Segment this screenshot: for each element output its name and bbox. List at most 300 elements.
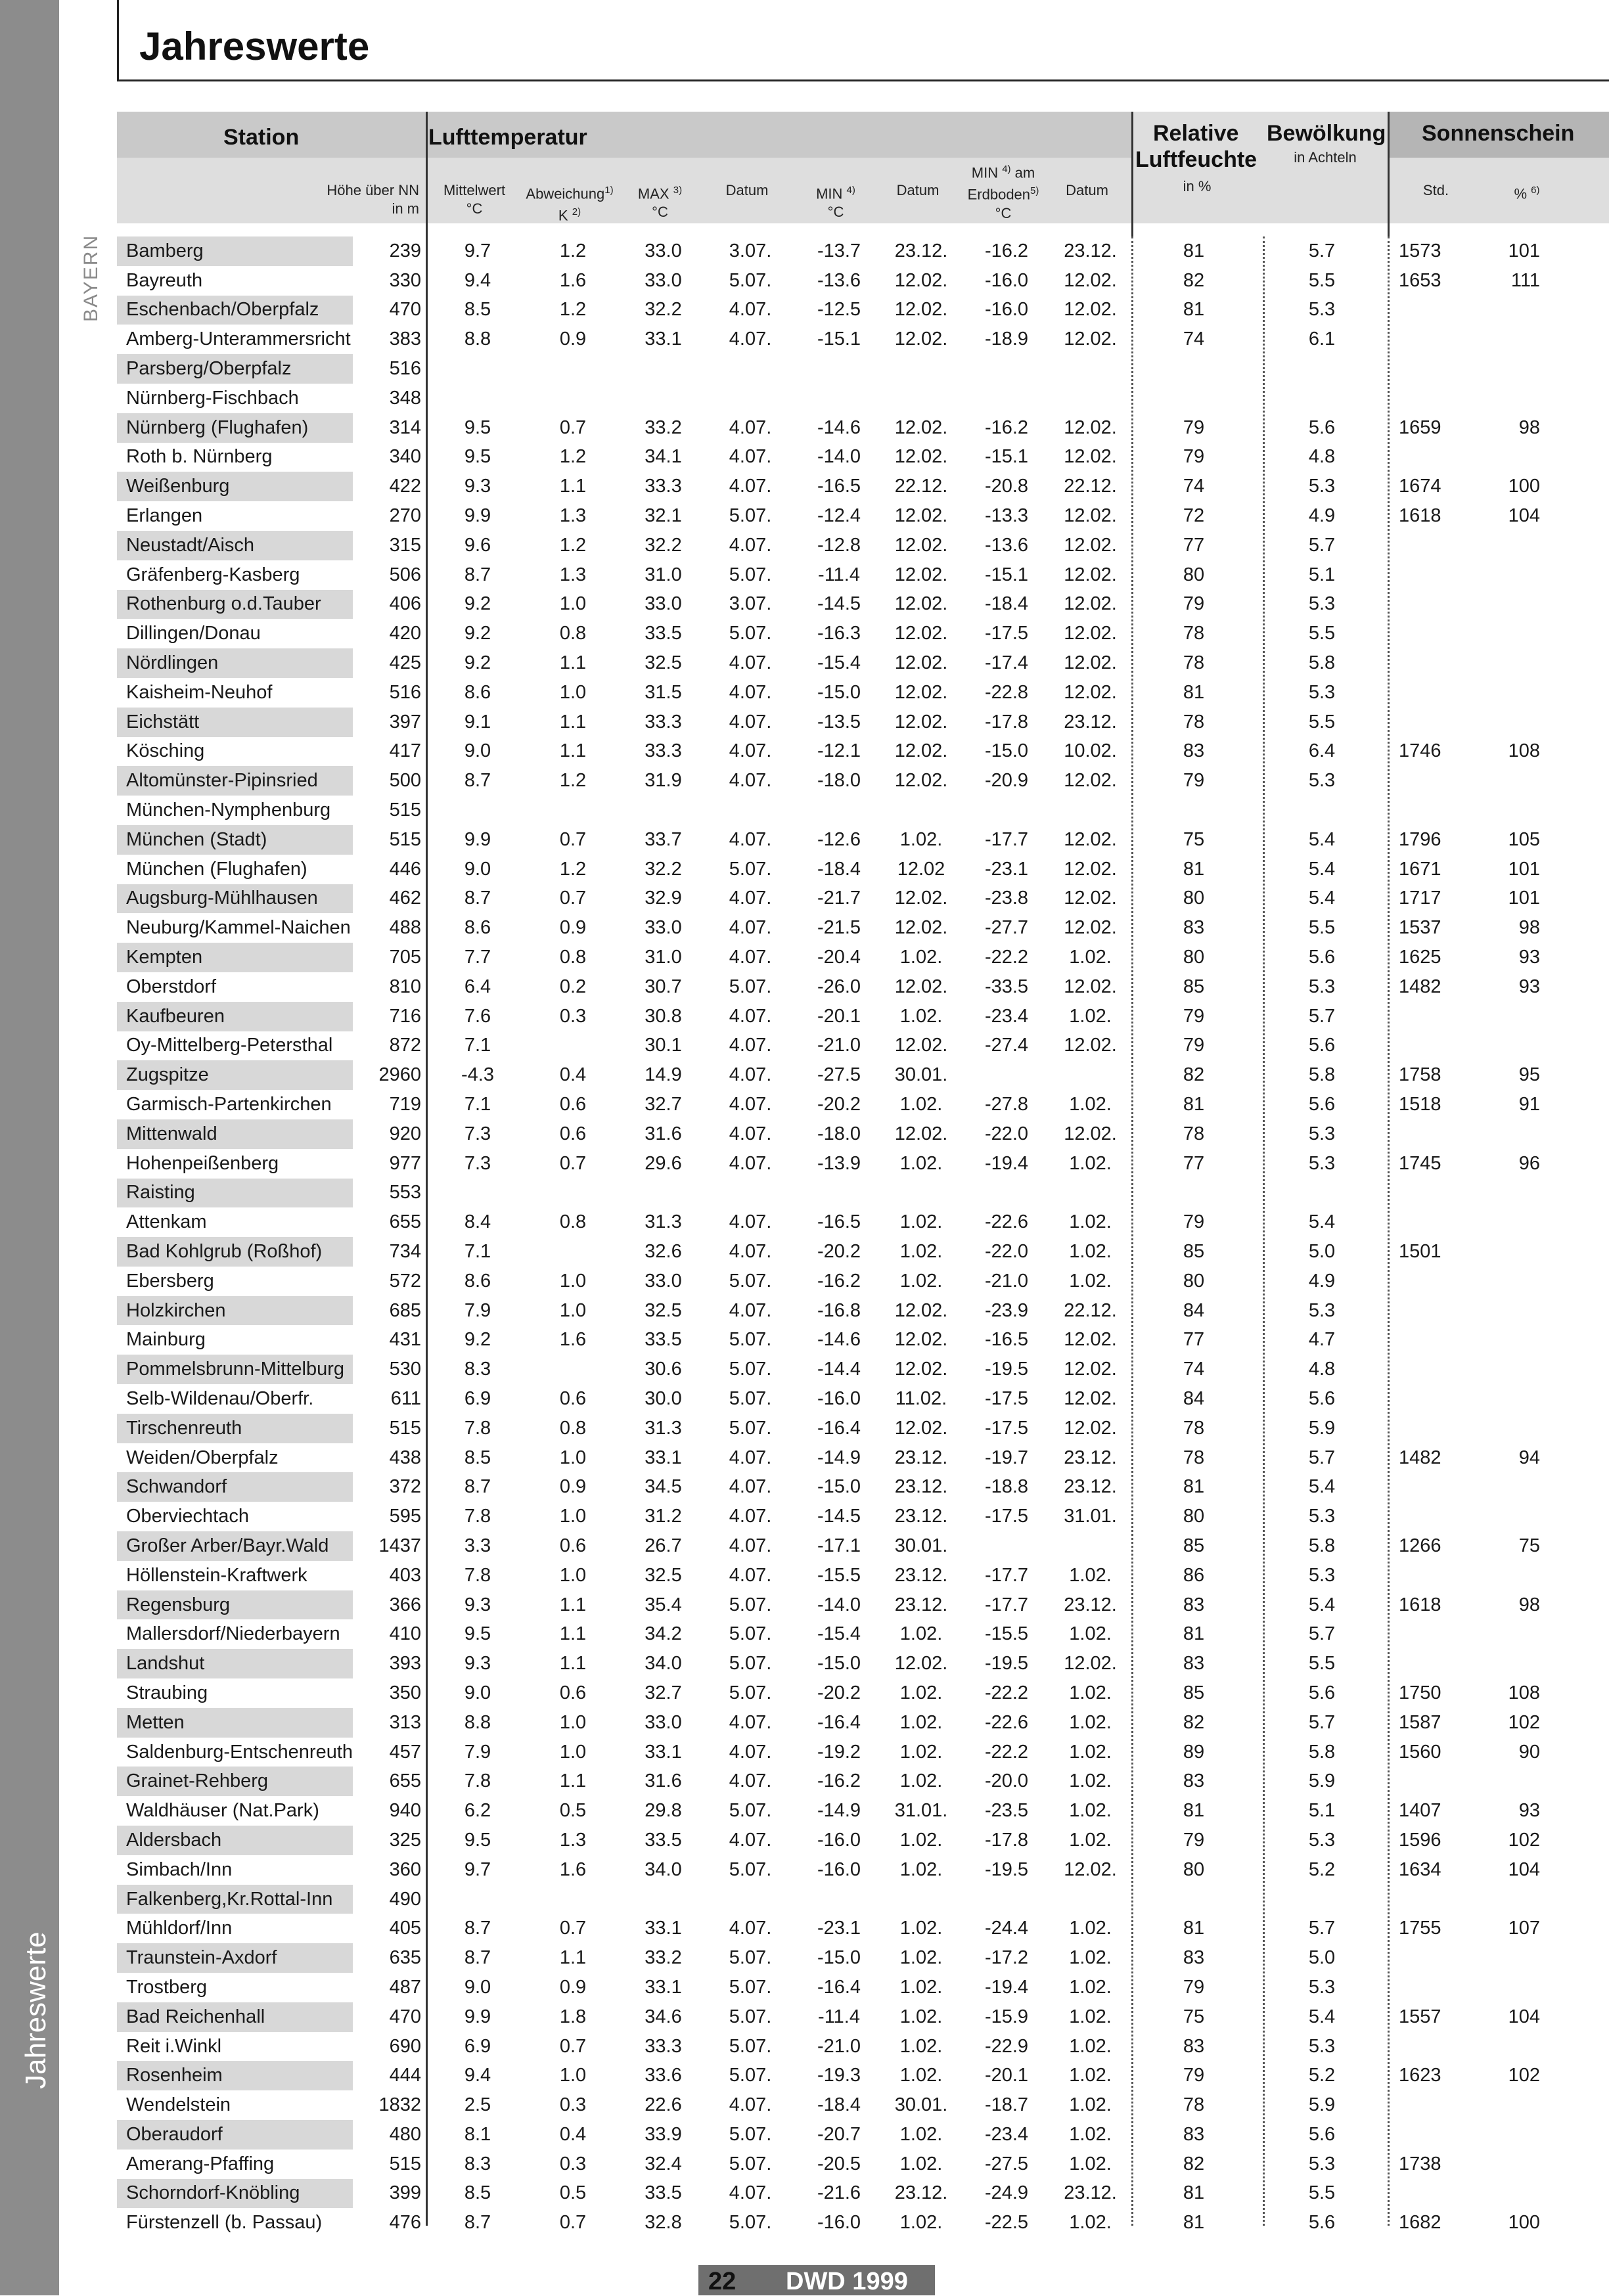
height: 685 xyxy=(389,1299,422,1321)
cloud-cover: 5.3 xyxy=(1308,1976,1336,1998)
max-temp: 31.6 xyxy=(645,1123,682,1144)
station-name: Garmisch-Partenkirchen xyxy=(126,1094,332,1115)
min-date: 12.02. xyxy=(894,917,948,939)
min-date: 12.02 xyxy=(897,858,945,880)
height: 655 xyxy=(389,1770,422,1792)
humidity: 83 xyxy=(1183,740,1205,762)
ground-min-date: 22.12. xyxy=(1064,1299,1117,1321)
cloud-cover: 5.6 xyxy=(1308,2212,1336,2234)
deviation: 1.0 xyxy=(559,1270,587,1292)
min-date: 12.02. xyxy=(894,328,948,350)
cloud-cover: 5.3 xyxy=(1308,770,1336,792)
sun-hours xyxy=(1384,2179,1481,2209)
sun-hours xyxy=(1384,1472,1481,1502)
sun-percent xyxy=(1481,1119,1566,1149)
max-temp: 32.9 xyxy=(645,888,682,909)
ground-min: -20.8 xyxy=(984,476,1029,497)
data-table xyxy=(117,236,1566,2238)
humidity: 78 xyxy=(1183,652,1205,674)
station-name: Nürnberg (Flughafen) xyxy=(117,413,353,443)
header-max-line2: °C xyxy=(652,204,668,221)
min-temp: -14.9 xyxy=(817,1447,861,1468)
sun-percent: 102 xyxy=(1508,1829,1541,1851)
ground-min-date: 12.02. xyxy=(1064,1858,1117,1880)
header-mean-label xyxy=(428,181,520,218)
footnote-4: 4) xyxy=(846,185,855,196)
max-temp: 31.0 xyxy=(645,564,682,585)
mean-temp: 8.8 xyxy=(464,1711,491,1733)
humidity: 78 xyxy=(1183,623,1205,644)
mean-temp: 9.1 xyxy=(464,711,491,732)
ground-min: -15.5 xyxy=(984,1623,1029,1645)
station-name: Amerang-Pfaffing xyxy=(126,2153,275,2174)
sun-percent: 101 xyxy=(1508,888,1541,909)
sun-percent xyxy=(1481,384,1566,413)
humidity: 79 xyxy=(1183,770,1205,792)
sun-hours xyxy=(1384,1943,1481,1973)
height: 611 xyxy=(390,1387,422,1409)
height: 470 xyxy=(389,2006,422,2027)
table-row xyxy=(117,1619,1566,1649)
table-row xyxy=(117,1561,1566,1590)
table-row xyxy=(117,1384,1566,1414)
height: 872 xyxy=(389,1035,422,1056)
height: 635 xyxy=(389,1947,422,1969)
ground-min: -27.8 xyxy=(984,1094,1029,1115)
ground-min-date: 12.02. xyxy=(1064,1123,1117,1144)
station-name: Rosenheim xyxy=(117,2061,353,2090)
sun-hours xyxy=(1384,1885,1481,1914)
min-temp: -20.2 xyxy=(817,1240,861,1262)
header-relative: Relative xyxy=(1153,121,1239,146)
table-row xyxy=(117,2061,1566,2090)
humidity: 79 xyxy=(1183,1035,1205,1056)
min-date: 1.02. xyxy=(899,1770,943,1792)
min-temp xyxy=(796,1885,882,1914)
height: 977 xyxy=(389,1152,422,1174)
ground-min-date: 1.02. xyxy=(1069,1947,1112,1969)
max-date: 5.07. xyxy=(729,1387,772,1409)
min-date: 1.02. xyxy=(899,1682,943,1703)
height: 383 xyxy=(389,328,422,350)
header-station: Station xyxy=(223,125,300,150)
sun-percent xyxy=(1481,708,1566,737)
station-name: Bad Kohlgrub (Roßhof) xyxy=(117,1237,353,1267)
mean-temp: 8.7 xyxy=(464,770,491,792)
max-date: 4.07. xyxy=(729,681,772,703)
sun-hours: 1623 xyxy=(1399,2065,1441,2086)
station-name: Grainet-Rehberg xyxy=(117,1767,353,1796)
sun-percent xyxy=(1481,2150,1566,2179)
deviation: 0.7 xyxy=(559,416,587,438)
mean-temp: 9.0 xyxy=(464,858,491,880)
height: 470 xyxy=(389,299,422,321)
humidity: 79 xyxy=(1183,1005,1205,1027)
max-date: 5.07. xyxy=(729,1947,772,1969)
min-date: 12.02. xyxy=(894,1299,948,1321)
mean-temp: 9.0 xyxy=(464,1682,491,1703)
ground-min-date: 1.02. xyxy=(1069,1682,1112,1703)
station-name: Schorndorf-Knöbling xyxy=(117,2179,353,2209)
ground-min: -17.7 xyxy=(984,1564,1029,1586)
mean-temp: 8.3 xyxy=(464,1359,491,1380)
cloud-cover: 5.3 xyxy=(1308,976,1336,997)
header-ground-min-label xyxy=(957,160,1049,223)
min-date: 1.02. xyxy=(899,1240,943,1262)
height: 360 xyxy=(389,1858,422,1880)
sun-hours: 1625 xyxy=(1399,947,1441,968)
min-temp: -16.0 xyxy=(817,1387,861,1409)
table-row xyxy=(117,884,1566,914)
station-name: Höllenstein-Kraftwerk xyxy=(126,1564,307,1586)
min-date: 11.02. xyxy=(895,1387,947,1409)
deviation: 0.7 xyxy=(559,1152,587,1174)
max-temp: 32.2 xyxy=(645,299,682,321)
station-name: Mainburg xyxy=(126,1329,206,1351)
deviation: 0.8 xyxy=(559,1417,587,1439)
height: 490 xyxy=(389,1888,422,1910)
cloud-cover: 5.6 xyxy=(1308,416,1336,438)
max-temp: 14.9 xyxy=(645,1064,682,1086)
min-temp xyxy=(796,384,882,413)
deviation xyxy=(524,796,622,825)
sun-hours xyxy=(1384,1355,1481,1384)
deviation: 0.6 xyxy=(559,1682,587,1703)
table-row xyxy=(117,2208,1566,2238)
min-date xyxy=(882,796,961,825)
min-temp: -13.9 xyxy=(817,1152,861,1174)
min-date: 1.02. xyxy=(899,1858,943,1880)
sun-hours xyxy=(1384,766,1481,796)
deviation: 0.9 xyxy=(559,1976,587,1998)
max-temp xyxy=(622,354,704,384)
max-date: 4.07. xyxy=(729,446,772,468)
ground-min-date: 1.02. xyxy=(1069,2212,1112,2234)
cloud-cover: 5.4 xyxy=(1308,1476,1336,1498)
station-name: Dillingen/Donau xyxy=(126,623,261,644)
min-temp: -15.1 xyxy=(817,328,861,350)
deviation: 0.7 xyxy=(559,2212,587,2234)
station-name: Tirschenreuth xyxy=(117,1414,353,1443)
sun-hours xyxy=(1384,1502,1481,1531)
cloud-cover: 5.3 xyxy=(1308,681,1336,703)
sun-hours: 1501 xyxy=(1399,1240,1441,1262)
max-temp: 31.9 xyxy=(645,770,682,792)
sun-percent xyxy=(1481,531,1566,560)
ground-min: -18.7 xyxy=(984,2094,1029,2116)
table-row xyxy=(117,2150,1566,2179)
mean-temp: 7.3 xyxy=(464,1152,491,1174)
cloud-cover: 5.3 xyxy=(1308,2153,1336,2174)
height: 734 xyxy=(389,1240,422,1262)
ground-min-date: 12.02. xyxy=(1064,1653,1117,1675)
min-temp: -20.5 xyxy=(817,2153,861,2174)
humidity: 83 xyxy=(1183,917,1205,939)
table-row xyxy=(117,590,1566,619)
table-row xyxy=(117,855,1566,884)
max-date: 4.07. xyxy=(729,328,772,350)
max-date: 4.07. xyxy=(729,2182,772,2204)
header-ground-min-line3: °C xyxy=(995,204,1012,221)
min-temp: -21.0 xyxy=(817,1035,861,1056)
ground-min: -20.1 xyxy=(984,2065,1029,2086)
humidity: 80 xyxy=(1183,1270,1205,1292)
max-temp: 32.2 xyxy=(645,534,682,556)
sun-hours xyxy=(1384,619,1481,648)
table-row xyxy=(117,2120,1566,2150)
station-name: Altomünster-Pipinsried xyxy=(117,766,353,796)
max-temp: 29.6 xyxy=(645,1152,682,1174)
cloud-cover xyxy=(1259,1179,1384,1208)
cloud-cover: 4.9 xyxy=(1308,1270,1336,1292)
station-name: Weiden/Oberpfalz xyxy=(126,1447,279,1468)
max-temp: 33.0 xyxy=(645,240,682,261)
max-temp: 33.3 xyxy=(645,711,682,732)
min-date: 23.12. xyxy=(894,1506,948,1527)
min-date: 12.02. xyxy=(894,681,948,703)
max-date: 5.07. xyxy=(729,2153,772,2174)
cloud-cover: 5.7 xyxy=(1308,1005,1336,1027)
sun-percent: 93 xyxy=(1518,976,1541,997)
sun-hours: 1557 xyxy=(1399,2006,1441,2027)
humidity: 83 xyxy=(1183,1653,1205,1675)
deviation: 1.2 xyxy=(559,858,587,880)
deviation: 0.3 xyxy=(559,2153,587,2174)
humidity: 72 xyxy=(1183,505,1205,527)
humidity: 82 xyxy=(1183,269,1205,291)
mean-temp: 9.5 xyxy=(464,1829,491,1851)
min-temp: -16.4 xyxy=(817,1711,861,1733)
max-date: 4.07. xyxy=(729,888,772,909)
height: 340 xyxy=(389,446,422,468)
humidity: 80 xyxy=(1183,564,1205,585)
min-temp: -14.4 xyxy=(817,1359,861,1380)
cloud-cover: 4.9 xyxy=(1308,505,1336,527)
header-humidity-unit: in % xyxy=(1183,178,1212,194)
ground-min-date: 1.02. xyxy=(1069,1270,1112,1292)
sun-percent: 108 xyxy=(1508,1682,1541,1703)
ground-min-date: 12.02. xyxy=(1064,681,1117,703)
sun-percent xyxy=(1481,2090,1566,2120)
station-name: Regensburg xyxy=(117,1590,353,1620)
height: 595 xyxy=(389,1506,422,1527)
max-temp: 32.8 xyxy=(645,2212,682,2234)
sun-percent: 94 xyxy=(1518,1447,1541,1468)
page-title: Jahreswerte xyxy=(139,24,370,68)
deviation: 1.3 xyxy=(559,564,587,585)
min-date: 12.02. xyxy=(894,652,948,674)
sun-hours xyxy=(1384,648,1481,678)
deviation: 1.0 xyxy=(559,1299,587,1321)
sun-hours: 1659 xyxy=(1399,416,1441,438)
ground-min-date: 12.02. xyxy=(1064,828,1117,850)
max-date: 4.07. xyxy=(729,1476,772,1498)
height: 488 xyxy=(389,917,422,939)
height: 372 xyxy=(389,1476,422,1498)
max-temp: 31.3 xyxy=(645,1211,682,1233)
max-date: 5.07. xyxy=(729,564,772,585)
deviation: 1.0 xyxy=(559,1506,587,1527)
cloud-cover xyxy=(1259,796,1384,825)
humidity: 75 xyxy=(1183,2006,1205,2027)
sun-percent: 104 xyxy=(1508,2006,1541,2027)
sun-percent: 93 xyxy=(1518,1800,1541,1822)
mean-temp: 9.5 xyxy=(464,416,491,438)
deviation: 0.5 xyxy=(559,1800,587,1822)
mean-temp: 9.2 xyxy=(464,593,491,615)
ground-min-date: 12.02. xyxy=(1064,328,1117,350)
max-date: 4.07. xyxy=(729,1064,772,1086)
height: 444 xyxy=(389,2065,422,2086)
mean-temp xyxy=(432,1885,524,1914)
max-date: 5.07. xyxy=(729,2123,772,2145)
min-temp xyxy=(796,796,882,825)
height: 425 xyxy=(389,652,422,674)
mean-temp: 9.2 xyxy=(464,623,491,644)
sun-hours xyxy=(1384,708,1481,737)
station-name: Raisting xyxy=(117,1179,353,1208)
sun-hours xyxy=(1384,560,1481,590)
min-temp: -23.1 xyxy=(817,1918,861,1939)
max-temp xyxy=(622,796,704,825)
sun-hours xyxy=(1384,2090,1481,2120)
max-date: 5.07. xyxy=(729,1682,772,1703)
max-date: 4.07. xyxy=(729,917,772,939)
sun-percent xyxy=(1481,296,1566,325)
table-row xyxy=(117,766,1566,796)
ground-min: -27.7 xyxy=(984,917,1029,939)
deviation: 0.7 xyxy=(559,1918,587,1939)
station-name: Kaisheim-Neuhof xyxy=(126,681,273,703)
footnote-3: 3) xyxy=(673,185,683,196)
ground-min-date: 12.02. xyxy=(1064,446,1117,468)
cloud-cover: 5.3 xyxy=(1308,1829,1336,1851)
height: 487 xyxy=(389,1976,422,1998)
deviation: 0.4 xyxy=(559,1064,587,1086)
sun-hours xyxy=(1384,1649,1481,1678)
ground-min: -23.4 xyxy=(984,2123,1029,2145)
min-temp: -14.0 xyxy=(817,1594,861,1615)
sun-percent xyxy=(1481,354,1566,384)
header-ground-min-line2: Erdboden xyxy=(967,186,1031,203)
min-temp: -11.4 xyxy=(818,564,860,585)
height: 314 xyxy=(389,416,422,438)
sun-hours xyxy=(1384,796,1481,825)
max-date: 4.07. xyxy=(729,534,772,556)
station-name: Großer Arber/Bayr.Wald xyxy=(117,1531,353,1561)
ground-min: -20.9 xyxy=(984,770,1029,792)
header-min-label xyxy=(793,181,878,221)
cloud-cover: 5.3 xyxy=(1308,1123,1336,1144)
ground-min: -17.2 xyxy=(984,1947,1029,1969)
ground-min-date: 12.02. xyxy=(1064,770,1117,792)
min-temp: -21.7 xyxy=(817,888,861,909)
station-name: Landshut xyxy=(117,1649,353,1678)
ground-min-date: 12.02. xyxy=(1064,505,1117,527)
ground-min: -22.2 xyxy=(984,947,1029,968)
min-date: 12.02. xyxy=(894,564,948,585)
deviation: 1.0 xyxy=(559,2065,587,2086)
min-date: 23.12. xyxy=(894,240,948,261)
station-name: Kaufbeuren xyxy=(117,1002,353,1031)
min-date: 31.01. xyxy=(894,1800,948,1822)
max-date: 5.07. xyxy=(729,1976,772,1998)
min-date: 1.02. xyxy=(899,2035,943,2057)
cloud-cover: 5.8 xyxy=(1308,1535,1336,1556)
humidity: 78 xyxy=(1183,2094,1205,2116)
height: 405 xyxy=(389,1918,422,1939)
humidity: 82 xyxy=(1183,2153,1205,2174)
cloud-cover: 5.6 xyxy=(1308,1387,1336,1409)
max-date: 4.07. xyxy=(729,1299,772,1321)
deviation: 1.6 xyxy=(559,269,587,291)
ground-min xyxy=(961,1531,1053,1561)
sun-percent xyxy=(1481,325,1566,354)
station-name: Fürstenzell (b. Passau) xyxy=(126,2212,323,2234)
cloud-cover: 5.6 xyxy=(1308,1682,1336,1703)
table-row xyxy=(117,384,1566,413)
max-temp: 34.1 xyxy=(645,446,682,468)
ground-min-date: 22.12. xyxy=(1064,476,1117,497)
max-date: 5.07. xyxy=(729,1270,772,1292)
ground-min: -16.0 xyxy=(984,299,1029,321)
min-temp xyxy=(796,354,882,384)
min-date: 23.12. xyxy=(894,1476,948,1498)
ground-min: -23.8 xyxy=(984,888,1029,909)
max-date xyxy=(704,384,796,413)
table-row xyxy=(117,943,1566,972)
max-date: 4.07. xyxy=(729,1564,772,1586)
sun-percent: 101 xyxy=(1508,240,1541,261)
height: 446 xyxy=(389,858,422,880)
sun-hours xyxy=(1384,1561,1481,1590)
ground-min-date: 12.02. xyxy=(1064,534,1117,556)
cloud-cover: 5.8 xyxy=(1308,652,1336,674)
mean-temp: 2.5 xyxy=(464,2094,491,2116)
max-temp: 33.6 xyxy=(645,2065,682,2086)
deviation: 0.7 xyxy=(559,888,587,909)
humidity: 81 xyxy=(1183,2212,1205,2234)
min-date: 30.01. xyxy=(894,1535,948,1556)
sun-hours xyxy=(1384,1414,1481,1443)
mean-temp: 9.3 xyxy=(464,476,491,497)
station-name: Pommelsbrunn-Mittelburg xyxy=(117,1355,353,1384)
ground-min-date: 23.12. xyxy=(1064,1447,1117,1468)
ground-min: -22.6 xyxy=(984,1211,1029,1233)
min-temp: -11.4 xyxy=(818,2006,860,2027)
sun-percent: 98 xyxy=(1518,416,1541,438)
sun-hours: 1518 xyxy=(1399,1094,1441,1115)
cloud-cover: 5.9 xyxy=(1308,2094,1336,2116)
max-temp: 34.2 xyxy=(645,1623,682,1645)
deviation: 0.6 xyxy=(559,1123,587,1144)
ground-min: -21.0 xyxy=(984,1270,1029,1292)
min-temp: -16.0 xyxy=(817,2212,861,2234)
humidity: 79 xyxy=(1183,1829,1205,1851)
humidity: 77 xyxy=(1183,534,1205,556)
max-temp: 33.7 xyxy=(645,828,682,850)
mean-temp: 3.3 xyxy=(464,1535,491,1556)
min-temp: -26.0 xyxy=(817,976,861,997)
ground-min: -17.7 xyxy=(984,828,1029,850)
header-sun-percent-symbol: % xyxy=(1514,185,1528,202)
ground-min: -13.6 xyxy=(984,534,1029,556)
max-date: 4.07. xyxy=(729,947,772,968)
max-date: 4.07. xyxy=(729,828,772,850)
station-name: Bad Reichenhall xyxy=(117,2002,353,2032)
sun-percent: 95 xyxy=(1518,1064,1541,1086)
cloud-cover: 5.0 xyxy=(1308,1947,1336,1969)
